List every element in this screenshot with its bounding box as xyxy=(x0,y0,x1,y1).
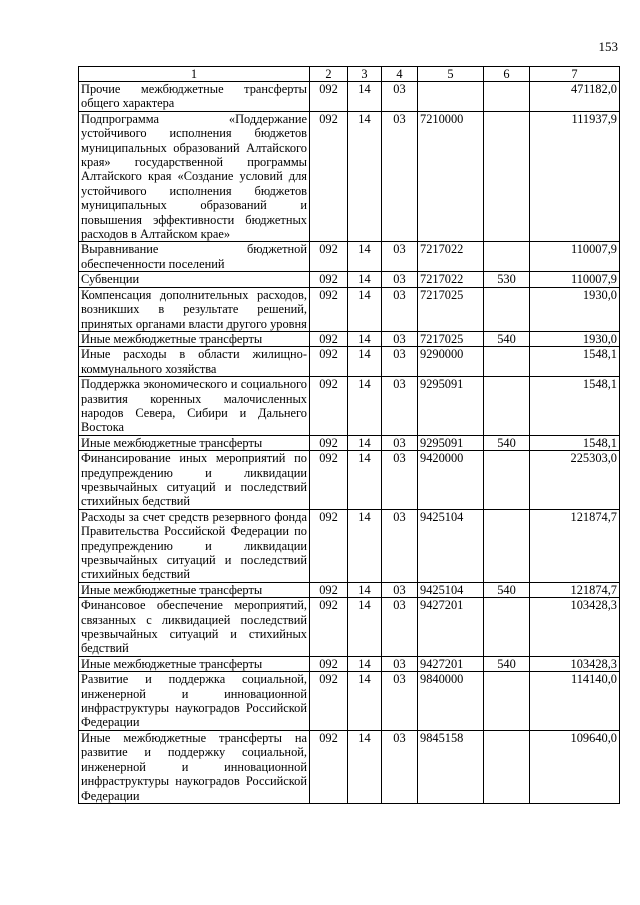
row-name: Финансирование иных мероприятий по предупреждению и ликвидации чрезвычайных ситуаций и последствий стихийных бедствий xyxy=(79,451,310,510)
row-amount: 109640,0 xyxy=(530,730,620,803)
row-code-3: 14 xyxy=(348,435,382,450)
row-code-5: 9845158 xyxy=(418,730,484,803)
table-row xyxy=(79,331,620,346)
row-code-5: 9420000 xyxy=(418,451,484,510)
row-code-4: 03 xyxy=(382,451,418,510)
row-code-5: 9425104 xyxy=(418,509,484,582)
row-code-2: 092 xyxy=(310,377,348,436)
row-code-5: 9427201 xyxy=(418,656,484,671)
row-code-5 xyxy=(418,82,484,112)
row-code-6 xyxy=(484,509,530,582)
row-code-2: 092 xyxy=(310,509,348,582)
header-col-4: 4 xyxy=(382,67,418,82)
row-code-4: 03 xyxy=(382,656,418,671)
row-name: Развитие и поддержка социальной, инженерной и инновационной инфраструктуры наукоградов Российской Федерации xyxy=(79,672,310,731)
row-amount: 114140,0 xyxy=(530,672,620,731)
row-code-5: 7217022 xyxy=(418,242,484,272)
budget-table xyxy=(78,66,620,804)
row-amount: 225303,0 xyxy=(530,451,620,510)
row-amount: 1548,1 xyxy=(530,377,620,436)
row-code-2: 092 xyxy=(310,272,348,287)
row-code-4: 03 xyxy=(382,509,418,582)
row-code-3: 14 xyxy=(348,242,382,272)
header-col-2: 2 xyxy=(310,67,348,82)
row-code-4: 03 xyxy=(382,287,418,331)
row-code-5: 7217025 xyxy=(418,331,484,346)
row-code-6: 530 xyxy=(484,272,530,287)
row-amount: 103428,3 xyxy=(530,598,620,657)
row-name: Субвенции xyxy=(79,272,310,287)
row-code-4: 03 xyxy=(382,377,418,436)
row-amount: 110007,9 xyxy=(530,272,620,287)
row-code-6 xyxy=(484,111,530,242)
row-code-4: 03 xyxy=(382,272,418,287)
row-code-3: 14 xyxy=(348,582,382,597)
row-code-6 xyxy=(484,82,530,112)
row-code-2: 092 xyxy=(310,111,348,242)
table-row xyxy=(79,451,620,510)
row-name: Иные межбюджетные трансферты xyxy=(79,582,310,597)
row-name: Иные межбюджетные трансферты xyxy=(79,435,310,450)
row-amount: 110007,9 xyxy=(530,242,620,272)
row-code-6: 540 xyxy=(484,435,530,450)
table-row xyxy=(79,730,620,803)
row-code-3: 14 xyxy=(348,730,382,803)
row-code-6: 540 xyxy=(484,331,530,346)
row-code-6 xyxy=(484,598,530,657)
row-amount: 1548,1 xyxy=(530,435,620,450)
row-code-3: 14 xyxy=(348,672,382,731)
header-col-1: 1 xyxy=(79,67,310,82)
row-code-2: 092 xyxy=(310,582,348,597)
row-code-2: 092 xyxy=(310,331,348,346)
row-name: Компенсация дополнительных расходов, возникших в результате решений, принятых органами власти другого уровня xyxy=(79,287,310,331)
table-row xyxy=(79,111,620,242)
table-row xyxy=(79,287,620,331)
row-code-6 xyxy=(484,347,530,377)
row-code-4: 03 xyxy=(382,331,418,346)
table-row xyxy=(79,272,620,287)
row-code-5: 9425104 xyxy=(418,582,484,597)
row-name: Иные расходы в области жилищно-коммунального хозяйства xyxy=(79,347,310,377)
row-code-3: 14 xyxy=(348,347,382,377)
row-name: Прочие межбюджетные трансферты общего характера xyxy=(79,82,310,112)
row-code-5: 9295091 xyxy=(418,435,484,450)
row-code-6 xyxy=(484,672,530,731)
row-code-5: 7217022 xyxy=(418,272,484,287)
table-row xyxy=(79,656,620,671)
row-name: Финансовое обеспечение мероприятий, связанных с ликвидацией последствий чрезвычайных ситуаций и стихийных бедствий xyxy=(79,598,310,657)
row-code-4: 03 xyxy=(382,242,418,272)
row-code-6 xyxy=(484,377,530,436)
row-code-2: 092 xyxy=(310,451,348,510)
row-code-2: 092 xyxy=(310,287,348,331)
row-code-5: 9290000 xyxy=(418,347,484,377)
table-row xyxy=(79,509,620,582)
row-code-4: 03 xyxy=(382,435,418,450)
row-name: Иные межбюджетные трансферты xyxy=(79,331,310,346)
row-amount: 1930,0 xyxy=(530,287,620,331)
header-col-7: 7 xyxy=(530,67,620,82)
row-name: Поддержка экономического и социального развития коренных малочисленных народов Севера, Сибири и Дальнего Востока xyxy=(79,377,310,436)
row-code-6 xyxy=(484,287,530,331)
row-code-4: 03 xyxy=(382,598,418,657)
header-col-3: 3 xyxy=(348,67,382,82)
row-code-3: 14 xyxy=(348,331,382,346)
row-name: Расходы за счет средств резервного фонда Правительства Российской Федерации по предупреждению и ликвидации чрезвычайных ситуаций и последствий стихийных бедствий xyxy=(79,509,310,582)
row-code-2: 092 xyxy=(310,435,348,450)
table-row xyxy=(79,435,620,450)
table-row xyxy=(79,347,620,377)
row-code-2: 092 xyxy=(310,730,348,803)
header-col-5: 5 xyxy=(418,67,484,82)
row-code-2: 092 xyxy=(310,242,348,272)
page-number: 153 xyxy=(598,39,618,54)
row-code-3: 14 xyxy=(348,451,382,510)
row-code-6 xyxy=(484,242,530,272)
row-code-2: 092 xyxy=(310,672,348,731)
header-row xyxy=(79,67,620,82)
row-code-4: 03 xyxy=(382,347,418,377)
row-code-3: 14 xyxy=(348,82,382,112)
table-row xyxy=(79,82,620,112)
row-code-5: 7210000 xyxy=(418,111,484,242)
row-code-4: 03 xyxy=(382,82,418,112)
row-code-5: 9295091 xyxy=(418,377,484,436)
row-code-4: 03 xyxy=(382,730,418,803)
row-code-3: 14 xyxy=(348,598,382,657)
row-amount: 1548,1 xyxy=(530,347,620,377)
row-code-5: 9840000 xyxy=(418,672,484,731)
row-name: Иные межбюджетные трансферты на развитие и поддержку социальной, инженерной и инновационной инфраструктуры наукоградов Российской Федерации xyxy=(79,730,310,803)
row-code-2: 092 xyxy=(310,347,348,377)
header-col-6: 6 xyxy=(484,67,530,82)
row-code-3: 14 xyxy=(348,111,382,242)
row-code-2: 092 xyxy=(310,598,348,657)
row-code-6 xyxy=(484,730,530,803)
row-code-2: 092 xyxy=(310,656,348,671)
row-amount: 121874,7 xyxy=(530,582,620,597)
row-code-5: 9427201 xyxy=(418,598,484,657)
row-code-4: 03 xyxy=(382,582,418,597)
table-row xyxy=(79,242,620,272)
row-amount: 1930,0 xyxy=(530,331,620,346)
row-amount: 111937,9 xyxy=(530,111,620,242)
row-amount: 471182,0 xyxy=(530,82,620,112)
row-code-6 xyxy=(484,451,530,510)
table-row xyxy=(79,672,620,731)
table-row xyxy=(79,598,620,657)
row-code-3: 14 xyxy=(348,272,382,287)
row-code-3: 14 xyxy=(348,287,382,331)
row-code-2: 092 xyxy=(310,82,348,112)
row-code-6: 540 xyxy=(484,582,530,597)
row-code-5: 7217025 xyxy=(418,287,484,331)
row-code-3: 14 xyxy=(348,377,382,436)
row-name: Выравнивание бюджетной обеспеченности поселений xyxy=(79,242,310,272)
table-row xyxy=(79,582,620,597)
row-code-4: 03 xyxy=(382,111,418,242)
row-code-3: 14 xyxy=(348,509,382,582)
row-code-4: 03 xyxy=(382,672,418,731)
row-name: Подпрограмма «Поддержание устойчивого исполнения бюджетов муниципальных образований Алтайского края» государственной программы Алтайского края «Создание условий для устойчивого исполнения бюджетов муниципальных образований и повышения эффективности бюджетных расходов в Алтайском крае» xyxy=(79,111,310,242)
row-amount: 121874,7 xyxy=(530,509,620,582)
table-row xyxy=(79,377,620,436)
row-name: Иные межбюджетные трансферты xyxy=(79,656,310,671)
row-code-3: 14 xyxy=(348,656,382,671)
row-amount: 103428,3 xyxy=(530,656,620,671)
row-code-6: 540 xyxy=(484,656,530,671)
